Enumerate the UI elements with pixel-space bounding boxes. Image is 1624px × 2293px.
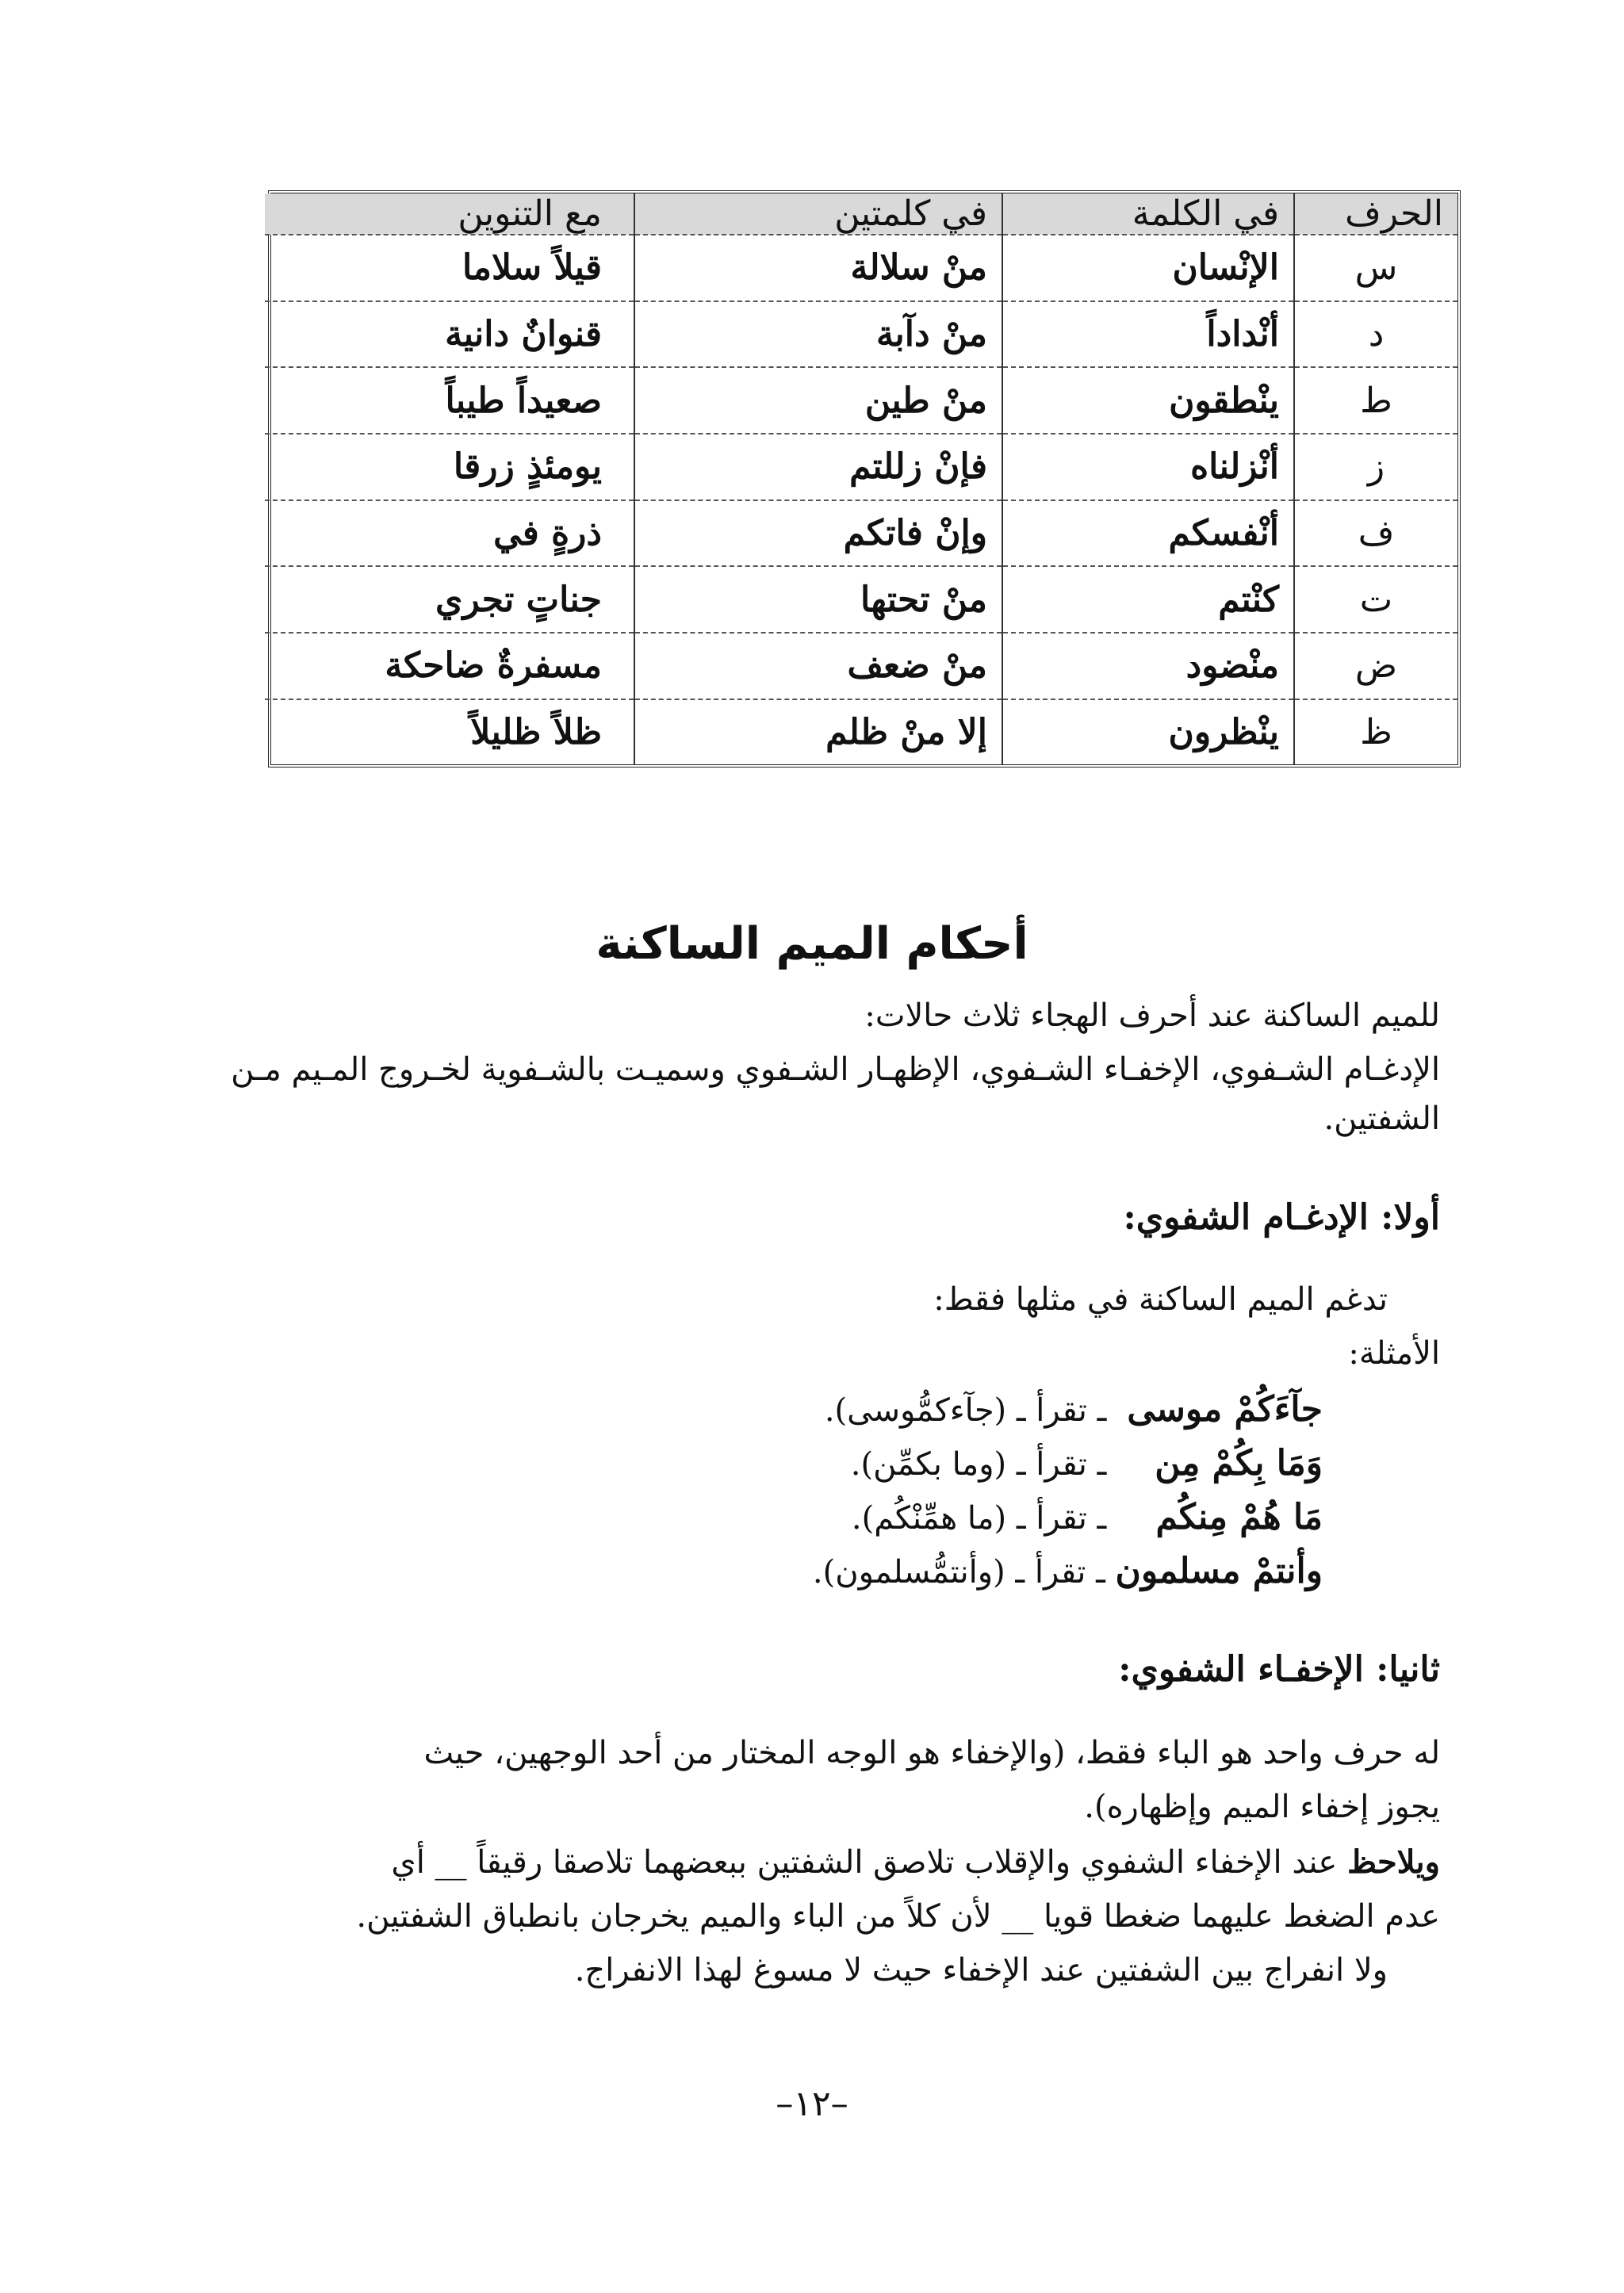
heading-ikhfa: ثانيا: الإخفـاء الشفوي: bbox=[1118, 1649, 1440, 1690]
idgham-rule: تدغم الميم الساكنة في مثلها فقط: bbox=[933, 1281, 1388, 1318]
table-row bbox=[265, 500, 1457, 567]
cell-with-tanween: صعيداً طيباً bbox=[265, 367, 634, 434]
example-word: مَا هُمْ مِنكُم bbox=[1155, 1497, 1323, 1537]
table-header-row bbox=[265, 193, 1457, 235]
cell-in-word: كنْتم bbox=[1002, 566, 1294, 633]
page-number: –١٢– bbox=[776, 2084, 848, 2124]
cell-with-tanween: يومئذٍ زرقا bbox=[265, 434, 634, 500]
letters-table-frame bbox=[268, 190, 1461, 768]
cell-letter: ف bbox=[1294, 500, 1457, 567]
cell-in-two-words: منْ سلالة bbox=[634, 235, 1002, 301]
cell-with-tanween: قنوانٌ دانية bbox=[265, 301, 634, 368]
cell-in-word: أنْداداً bbox=[1002, 301, 1294, 368]
example-row bbox=[825, 1389, 1323, 1430]
example-reading: ـ تقرأ ـ (جآءكمُّوسى). bbox=[824, 1392, 1107, 1429]
table-row bbox=[265, 301, 1457, 368]
cell-letter: د bbox=[1294, 301, 1457, 368]
ikhfa-paragraph-2-line-2: عدم الضغط عليهما ضغطا قويا __ لأن كلاً من الباء والميم يخرجان بانطباق الشفتين. bbox=[356, 1898, 1440, 1935]
cell-with-tanween: ظلاً ظليلاً bbox=[470, 711, 602, 752]
example-reading: ـ تقرأ ـ (ما همِّنْكُم). bbox=[851, 1500, 1107, 1537]
cell-letter: ت bbox=[1294, 566, 1457, 633]
cell-with-tanween: مسفرةٌ ضاحكة bbox=[265, 633, 634, 699]
header-in-word: في الكلمة bbox=[1002, 193, 1294, 235]
cell-letter: ز bbox=[1294, 434, 1457, 500]
example-reading: ـ تقرأ ـ (وأنتمُّسلمون). bbox=[812, 1554, 1105, 1591]
cell-in-word: منْضود bbox=[1002, 633, 1294, 699]
examples-label: الأمثلة: bbox=[1348, 1335, 1440, 1372]
ikhfa-paragraph-3: ولا انفراج بين الشفتين عند الإخفاء حيث لا مسوغ لهذا الانفراج. bbox=[574, 1952, 1388, 1989]
cell-in-word: الإنْسان bbox=[1002, 235, 1294, 301]
cell-in-two-words: منْ دآبة bbox=[634, 301, 1002, 368]
example-word: وأنتمْ مسلمون bbox=[1115, 1551, 1323, 1591]
cell-in-two-words: منْ ضعف bbox=[634, 633, 1002, 699]
table-row bbox=[265, 633, 1457, 699]
example-word: وَمَا بِكُمْ مِن bbox=[1155, 1443, 1323, 1483]
section-title: أحكام الميم الساكنة bbox=[596, 918, 1028, 970]
cell-with-tanween: جناتٍ تجري bbox=[265, 566, 634, 633]
header-with-tanween: مع التنوين bbox=[265, 193, 634, 235]
cell-letter: س bbox=[1294, 235, 1457, 301]
intro-line-2: الإدغـام الشـفوي، الإخفـاء الشـفوي، الإظهـار الشـفوي وسميـت بالشـفوية لخـروج المـيم مـن bbox=[231, 1051, 1440, 1088]
ikhfa-paragraph-1-line-2: يجوز إخفاء الميم وإظهاره). bbox=[1084, 1789, 1440, 1825]
cell-in-word: أنْفسكم bbox=[1002, 500, 1294, 567]
cell-in-word: ينْطقون bbox=[1002, 367, 1294, 434]
table-row bbox=[265, 699, 1457, 764]
cell-in-word: ينْظرون bbox=[1002, 699, 1294, 764]
cell-with-tanween: ذرةٍ في bbox=[265, 500, 634, 567]
cell-in-word: أنْزلناه bbox=[1002, 434, 1294, 500]
cell-in-two-words: فإنْ زللتم bbox=[634, 434, 1002, 500]
heading-idgham: أولا: الإدغـام الشفوي: bbox=[1123, 1197, 1440, 1238]
header-letter: الحرف bbox=[1294, 193, 1457, 235]
intro-line-3: الشفتين. bbox=[1323, 1101, 1440, 1137]
cell-letter: ط bbox=[1294, 367, 1457, 434]
table-row bbox=[265, 367, 1457, 434]
example-row bbox=[813, 1551, 1323, 1591]
cell-with-tanween: قيلاً سلاما bbox=[265, 235, 634, 301]
table-row bbox=[265, 566, 1457, 633]
ikhfa-paragraph-2-line-1 bbox=[179, 1838, 1440, 1887]
table-row bbox=[265, 235, 1457, 301]
cell-letter: ض bbox=[1294, 633, 1457, 699]
cell-in-two-words: إلا منْ ظلم bbox=[634, 699, 1002, 764]
cell-in-two-words: وإنْ فاتكم bbox=[634, 500, 1002, 567]
header-in-two-words: في كلمتين bbox=[634, 193, 1002, 235]
example-row bbox=[851, 1443, 1323, 1483]
example-reading: ـ تقرأ ـ (وما بكمِّن). bbox=[850, 1446, 1107, 1483]
note-keyword: ويلاحظ bbox=[1346, 1843, 1440, 1881]
ikhfa-paragraph-1-line-1: له حرف واحد هو الباء فقط، (والإخفاء هو الوجه المختار من أحد الوجهين، حيث bbox=[423, 1735, 1440, 1771]
cell-letter: ظ bbox=[1294, 699, 1457, 764]
cell-in-two-words: منْ تحتها bbox=[634, 566, 1002, 633]
note-text: عند الإخفاء الشفوي والإقلاب تلاصق الشفتين ببعضهما تلاصقا رقيقاً __ أي bbox=[391, 1844, 1347, 1881]
example-row bbox=[852, 1497, 1323, 1537]
table-row bbox=[265, 434, 1457, 500]
intro-line-1: للميم الساكنة عند أحرف الهجاء ثلاث حالات: bbox=[864, 997, 1440, 1034]
example-word: جآءَكُمْ موسى bbox=[1127, 1389, 1323, 1430]
cell-in-two-words: منْ طين bbox=[634, 367, 1002, 434]
letters-table bbox=[265, 193, 1457, 764]
